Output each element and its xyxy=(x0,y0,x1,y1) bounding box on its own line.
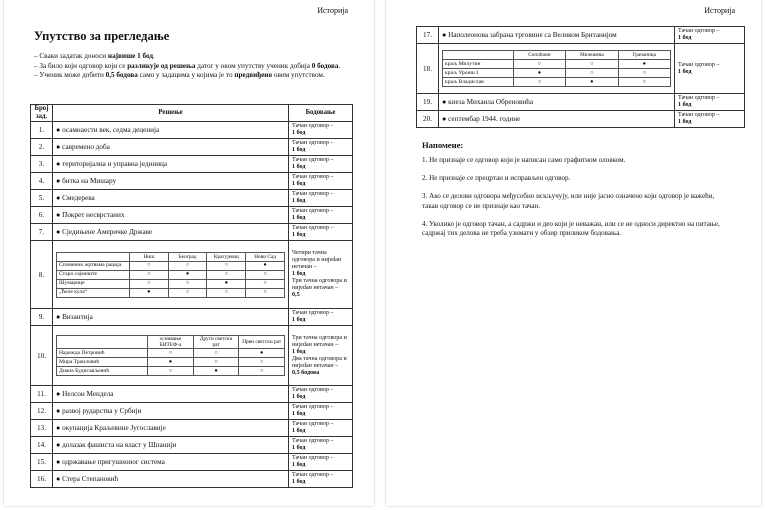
answer-text: ● Византија xyxy=(53,309,289,326)
q10-grid-cell xyxy=(53,326,289,386)
q8-row-label: Спомeник жртвама рација xyxy=(57,261,130,270)
choice-mark: ● xyxy=(168,270,207,279)
table-row xyxy=(417,111,745,128)
points-cell: Тачан одговор – 1 бод xyxy=(289,139,353,156)
row-number: 14. xyxy=(31,437,53,454)
q10-col-header: Други светски рат xyxy=(193,336,239,349)
table-row xyxy=(31,309,353,326)
running-head: Историја xyxy=(704,6,735,15)
q8-grid-row xyxy=(57,288,285,297)
table-row xyxy=(31,173,353,190)
q10-grid-row xyxy=(57,349,285,358)
points-cell: Четири тачна одговора и нијedан нетачан – 1 бод Три тачна одговора и нијedан нетачан – 0,5 xyxy=(289,241,353,309)
q10-row-label: Надежда Петровић xyxy=(57,349,148,358)
header-num: Број зад. xyxy=(31,105,53,122)
running-head: Историја xyxy=(317,6,348,15)
table-row-q8 xyxy=(31,241,353,309)
q8-row-label: „Ћеле кула“ xyxy=(57,288,130,297)
choice-mark: ○ xyxy=(246,288,285,297)
choice-mark: ○ xyxy=(246,270,285,279)
q8-grid-header xyxy=(57,252,285,261)
q18-row-label: краљ Уроиш I xyxy=(443,69,514,78)
choice-mark: ● xyxy=(148,358,194,367)
intro-line-1: – Сваки задатак доноси највише 1 бод. xyxy=(34,52,155,60)
q8-grid-row xyxy=(57,261,285,270)
q10-row-label: Диана Будисављевић xyxy=(57,367,148,376)
points-cell: Тачан одговор – 1 бод xyxy=(289,309,353,326)
table-row xyxy=(31,437,353,454)
choice-mark: ● xyxy=(129,288,168,297)
table-row xyxy=(31,420,353,437)
row-number: 9. xyxy=(31,309,53,326)
row-number: 13. xyxy=(31,420,53,437)
answer-text: ● битка на Мишару xyxy=(53,173,289,190)
q10-row-label: Мира Траиловић xyxy=(57,358,148,367)
answer-text: ● кнеза Михаила Обреновића xyxy=(439,94,675,111)
choice-mark: ○ xyxy=(168,288,207,297)
answer-text: ● територијална и управна јединица xyxy=(53,156,289,173)
q8-grid-cell xyxy=(53,241,289,309)
table-row xyxy=(31,224,353,241)
q18-col-header: Грачаница xyxy=(618,51,670,60)
table-row xyxy=(417,27,745,44)
q18-col-header: Сопоћани xyxy=(513,51,565,60)
choice-mark: ○ xyxy=(513,60,565,69)
table-row xyxy=(31,156,353,173)
choice-mark: ● xyxy=(239,349,285,358)
points-cell: Тачан одговор – 1 бод xyxy=(289,437,353,454)
points-cell: Тачан одговор – 1 бод xyxy=(675,27,745,44)
note-item: 3. Ако се делови одговора међусобно искључују, или није јасно означено који одговор је важећи, такав одговор се не признаје као тачан. xyxy=(422,192,715,210)
q18-grid-row xyxy=(443,60,671,69)
q10-col-header: Први светски рат xyxy=(239,336,285,349)
choice-mark: ○ xyxy=(168,279,207,288)
answer-text: ● одржавање пригушионог система xyxy=(53,454,289,471)
q10-col-header: оснивање БИТЕФ-а xyxy=(148,336,194,349)
table-row xyxy=(31,190,353,207)
choice-mark: ○ xyxy=(148,349,194,358)
table-row xyxy=(31,454,353,471)
row-number: 4. xyxy=(31,173,53,190)
row-number: 16. xyxy=(31,471,53,488)
note-item: 2. Не признаје се прецртан и исправљен одговор. xyxy=(422,174,571,183)
points-cell: Тачан одговор – 1 бод xyxy=(289,386,353,403)
notes-list xyxy=(422,156,732,247)
header-solution: Решење xyxy=(53,105,289,122)
q18-grid-row xyxy=(443,69,671,78)
answer-text: ● Нелсон Мендела xyxy=(53,386,289,403)
choice-mark: ○ xyxy=(513,78,565,87)
points-cell: Тачан одговор – 1 бод xyxy=(675,44,745,94)
q8-col-header: Нови Сад xyxy=(246,252,285,261)
q8-grid-row xyxy=(57,279,285,288)
choice-mark: ○ xyxy=(129,261,168,270)
table-row xyxy=(31,386,353,403)
answer-text: ● Сједињене Америчке Државе xyxy=(53,224,289,241)
answer-text: ● окупација Краљевине Југославије xyxy=(53,420,289,437)
header-points: Бодовање xyxy=(289,105,353,122)
choice-mark: ○ xyxy=(193,349,239,358)
table-row-q10 xyxy=(31,326,353,386)
q10-grid-header xyxy=(57,336,285,349)
row-number: 15. xyxy=(31,454,53,471)
answers-table xyxy=(30,104,353,488)
answer-text: ● Наполеонова забрана трговине са Великом Британијом xyxy=(439,27,675,44)
q18-row-label: краљ Милутин xyxy=(443,60,514,69)
row-number: 20. xyxy=(417,111,439,128)
choice-mark: ○ xyxy=(618,69,670,78)
choice-mark: ● xyxy=(566,78,618,87)
q8-col-header: Крагујевац xyxy=(207,252,246,261)
row-number: 11. xyxy=(31,386,53,403)
choice-mark: ● xyxy=(193,367,239,376)
intro-text xyxy=(34,52,344,81)
q8-col-header: Ниш xyxy=(129,252,168,261)
choice-mark: ● xyxy=(246,261,285,270)
q18-grid-cell xyxy=(439,44,675,94)
q18-grid-header xyxy=(443,51,671,60)
choice-mark: ○ xyxy=(566,60,618,69)
row-number: 2. xyxy=(31,139,53,156)
choice-mark: ○ xyxy=(129,270,168,279)
answer-text: ● Стеpа Степановић xyxy=(53,471,289,488)
answer-text: ● септембар 1944. године xyxy=(439,111,675,128)
answers-table-continued xyxy=(416,26,745,128)
points-cell: Тачан одговор – 1 бод xyxy=(289,420,353,437)
q8-row-label: Старо сајмиште xyxy=(57,270,130,279)
q8-col-header: Београд xyxy=(168,252,207,261)
page-title: Упутство за прегледање xyxy=(34,29,170,43)
choice-mark: ○ xyxy=(246,279,285,288)
table-row xyxy=(31,207,353,224)
points-cell: Три тачна одговора и нијedан нетачан – 1 бод Два тачна одговора и нијedан нетачан – 0,5 бодова xyxy=(289,326,353,386)
table-row xyxy=(31,139,353,156)
note-item: 1. Не признаје се одговор који је написан само графитном оловком. xyxy=(422,156,626,164)
row-number: 12. xyxy=(31,403,53,420)
choice-mark: ○ xyxy=(207,270,246,279)
choice-mark: ○ xyxy=(566,69,618,78)
answer-text: ● савремено доба xyxy=(53,139,289,156)
table-row xyxy=(417,94,745,111)
points-cell: Тачан одговор – 1 бод xyxy=(675,94,745,111)
choice-mark: ○ xyxy=(207,288,246,297)
row-number: 8. xyxy=(31,241,53,309)
row-number: 6. xyxy=(31,207,53,224)
intro-line-3: – Ученик може добити 0,5 бодова само у задацима у којима је то предвиђено овим упутством. xyxy=(34,71,325,80)
intro-line-2: – За било који одговор који се разликује од решења датог у овом упутству ученик добија 0 бодова. xyxy=(34,61,341,70)
points-cell: Тачан одговор – 1 бод xyxy=(289,173,353,190)
q10-grid-row xyxy=(57,367,285,376)
choice-mark: ○ xyxy=(148,367,194,376)
answer-text: ● долазак фашиста на власт у Шпанији xyxy=(53,437,289,454)
q18-grid xyxy=(442,50,671,87)
table-row xyxy=(31,122,353,139)
q18-row-label: краљ Владислав xyxy=(443,78,514,87)
choice-mark: ○ xyxy=(618,78,670,87)
answer-text: ● развој рударства у Србији xyxy=(53,403,289,420)
page-right xyxy=(386,0,761,506)
points-cell: Тачан одговор – 1 бод xyxy=(289,190,353,207)
choice-mark: ○ xyxy=(129,279,168,288)
q8-grid-row xyxy=(57,270,285,279)
q10-grid-row xyxy=(57,358,285,367)
page-left xyxy=(4,0,374,506)
row-number: 18. xyxy=(417,44,439,94)
row-number: 7. xyxy=(31,224,53,241)
note-item: 4. Уколико је одговор тачан, а садржи и део који је неважан, или се не односи директно на питање, садржај тих делова не треба узимати у обзир приликом бодовања. xyxy=(422,219,720,238)
q18-grid-row xyxy=(443,78,671,87)
answer-text: ● Покрет несврстаних xyxy=(53,207,289,224)
table-row xyxy=(31,403,353,420)
points-cell: Тачан одговор – 1 бод xyxy=(289,156,353,173)
q10-grid xyxy=(56,335,285,376)
points-cell: Тачан одговор – 1 бод xyxy=(675,111,745,128)
choice-mark: ○ xyxy=(168,261,207,270)
row-number: 1. xyxy=(31,122,53,139)
table-header-row xyxy=(31,105,353,122)
answer-text: ● Смедерева xyxy=(53,190,289,207)
row-number: 17. xyxy=(417,27,439,44)
row-number: 19. xyxy=(417,94,439,111)
choice-mark: ● xyxy=(513,69,565,78)
q8-row-label: Шумарице xyxy=(57,279,130,288)
table-row xyxy=(31,471,353,488)
notes-title: Напомене: xyxy=(422,140,464,150)
q18-col-header: Милешева xyxy=(566,51,618,60)
choice-mark: ● xyxy=(207,279,246,288)
points-cell: Тачан одговор – 1 бод xyxy=(289,122,353,139)
points-cell: Тачан одговор – 1 бод xyxy=(289,454,353,471)
choice-mark: ○ xyxy=(239,358,285,367)
row-number: 10. xyxy=(31,326,53,386)
row-number: 5. xyxy=(31,190,53,207)
points-cell: Тачан одговор – 1 бод xyxy=(289,207,353,224)
points-cell: Тачан одговор – 1 бод xyxy=(289,224,353,241)
answer-text: ● осамнаести век, седма деценија xyxy=(53,122,289,139)
points-cell: Тачан одговор – 1 бод xyxy=(289,403,353,420)
q8-grid xyxy=(56,252,285,298)
row-number: 3. xyxy=(31,156,53,173)
choice-mark: ○ xyxy=(193,358,239,367)
choice-mark: ○ xyxy=(239,367,285,376)
points-cell: Тачан одговор – 1 бод xyxy=(289,471,353,488)
choice-mark: ● xyxy=(618,60,670,69)
table-row-q18 xyxy=(417,44,745,94)
choice-mark: ○ xyxy=(207,261,246,270)
